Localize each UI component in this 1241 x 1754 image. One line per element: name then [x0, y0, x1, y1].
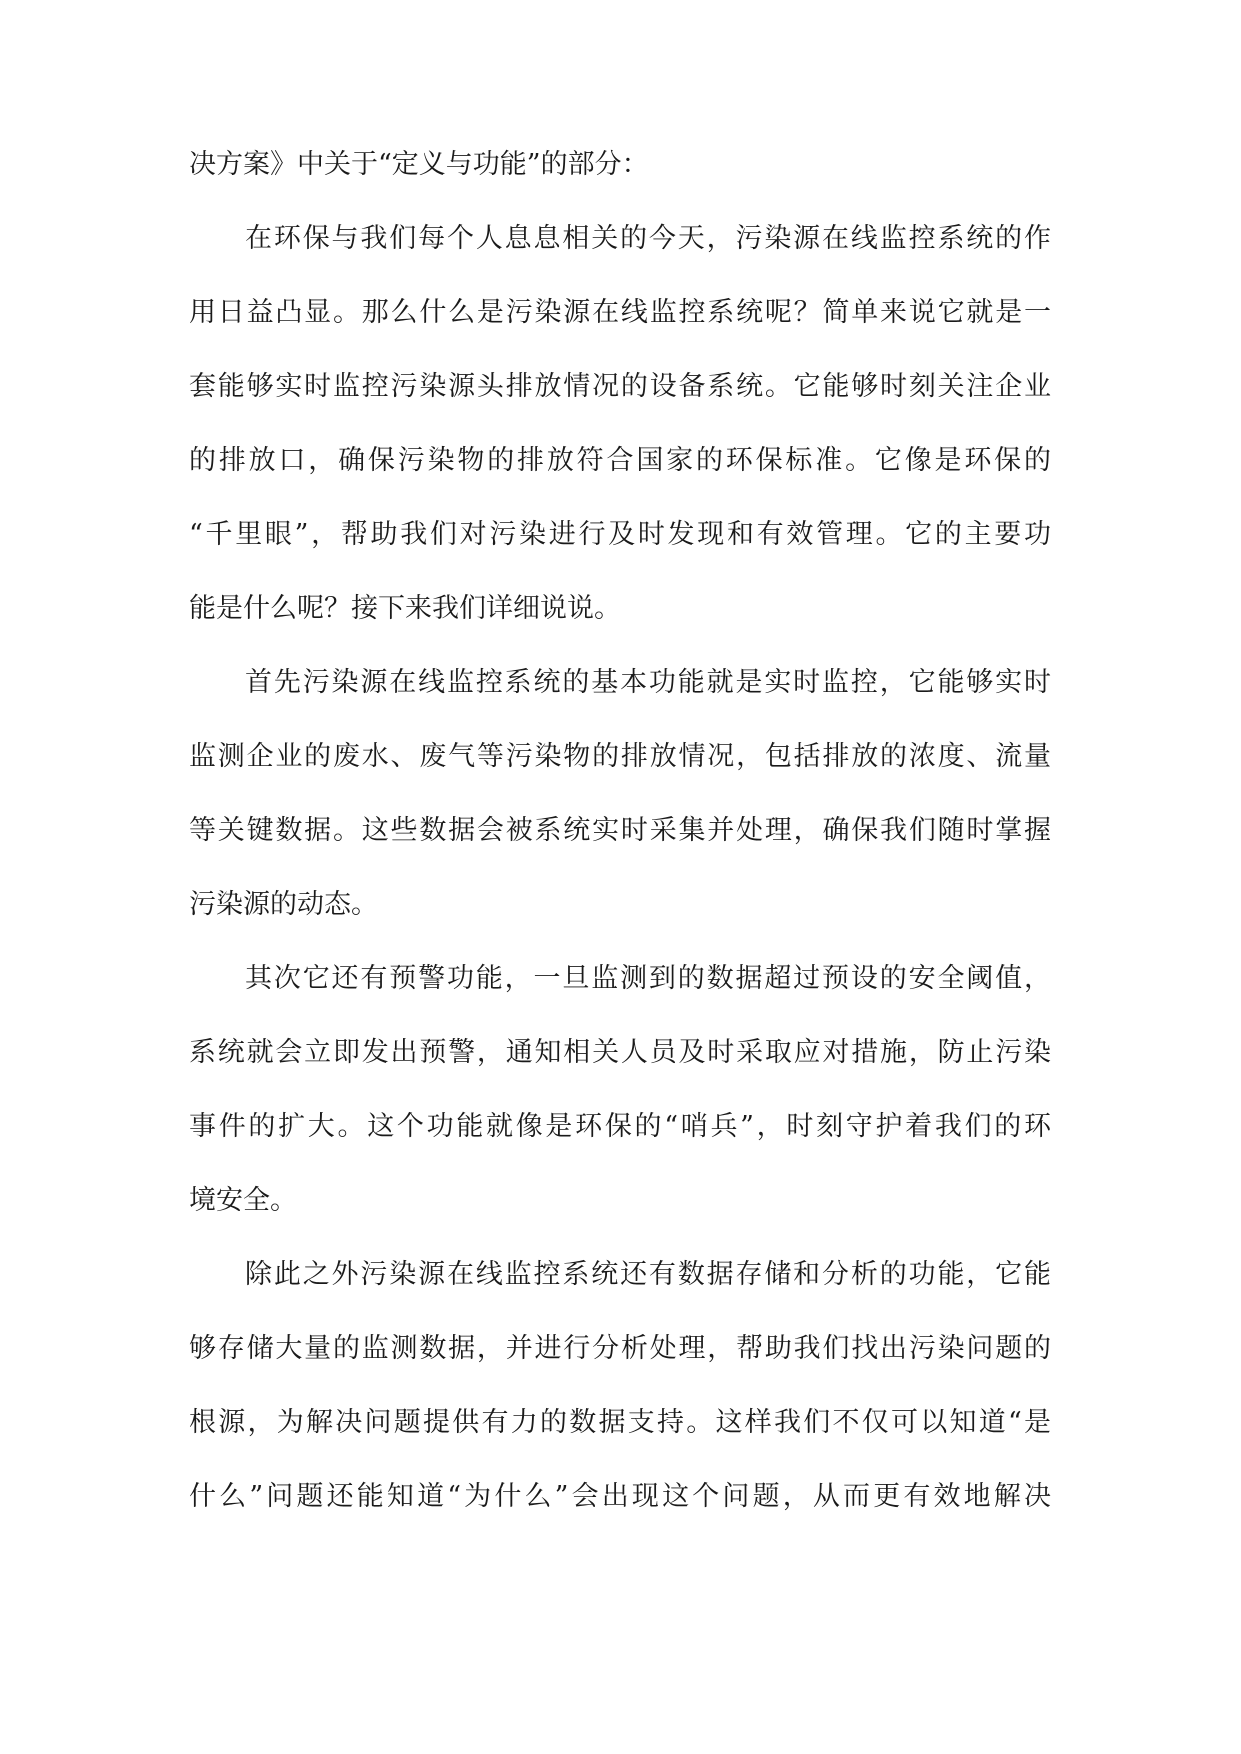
text-line: “千里眼”，帮助我们对污染进行及时发现和有效管理。它的主要功 — [189, 519, 1051, 550]
paragraph-early-warning — [189, 942, 1051, 1238]
text-line: 境安全。 — [189, 1185, 297, 1216]
text-line: 什么”问题还能知道“为什么”会出现这个问题，从而更有效地解决 — [189, 1481, 1051, 1512]
text-line: 决方案》中关于“定义与功能”的部分： — [189, 149, 649, 180]
paragraph-definition — [189, 202, 1051, 646]
paragraph-data-storage-analysis — [189, 1238, 1051, 1534]
text-line: 系统就会立即发出预警，通知相关人员及时采取应对措施，防止污染 — [189, 1037, 1051, 1068]
text-line: 监测企业的废水、废气等污染物的排放情况，包括排放的浓度、流量 — [189, 741, 1051, 772]
text-line: 等关键数据。这些数据会被系统实时采集并处理，确保我们随时掌握 — [189, 815, 1051, 846]
text-line: 污染源的动态。 — [189, 889, 378, 920]
text-line: 的排放口，确保污染物的排放符合国家的环保标准。它像是环保的 — [189, 445, 1051, 476]
paragraph-realtime-monitoring — [189, 646, 1051, 942]
text-line: 够存储大量的监测数据，并进行分析处理，帮助我们找出污染问题的 — [189, 1333, 1051, 1364]
text-line: 首先污染源在线监控系统的基本功能就是实时监控，它能够实时 — [245, 667, 1051, 698]
text-line: 根源，为解决问题提供有力的数据支持。这样我们不仅可以知道“是 — [189, 1407, 1051, 1438]
document-body — [189, 128, 1051, 1534]
text-line: 在环保与我们每个人息息相关的今天，污染源在线监控系统的作 — [245, 223, 1051, 254]
text-line: 用日益凸显。那么什么是污染源在线监控系统呢？简单来说它就是一 — [189, 297, 1051, 328]
paragraph-intro — [189, 128, 1051, 202]
text-line: 事件的扩大。这个功能就像是环保的“哨兵”，时刻守护着我们的环 — [189, 1111, 1051, 1142]
text-line: 除此之外污染源在线监控系统还有数据存储和分析的功能，它能 — [245, 1259, 1051, 1290]
text-line: 能是什么呢？接下来我们详细说说。 — [189, 593, 621, 624]
text-line: 套能够实时监控污染源头排放情况的设备系统。它能够时刻关注企业 — [189, 371, 1051, 402]
text-line: 其次它还有预警功能，一旦监测到的数据超过预设的安全阈值， — [245, 963, 1051, 994]
